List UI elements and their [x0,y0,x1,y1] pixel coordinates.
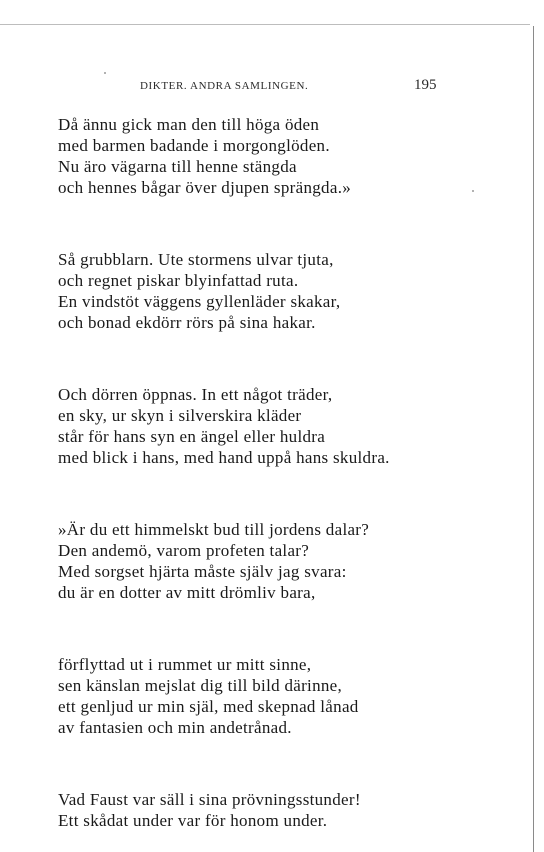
print-speck [104,72,106,74]
stanza [58,384,458,468]
print-speck [472,190,474,192]
stanza-gap [58,468,458,519]
poem-line: du är en dotter av mitt drömliv bara, [58,583,316,602]
stanza-gap [58,333,458,384]
stanza [58,519,458,603]
poem-line: Vad Faust var säll i sina prövningsstunder! [58,790,361,809]
stanza [58,654,458,738]
poem-line: och regnet piskar blyinfattad ruta. [58,271,299,290]
poem-line: Nu äro vägarna till henne stängda [58,157,297,176]
poem-line: Ett skådat under var för honom under. [58,811,328,830]
poem-line: Och dörren öppnas. In ett något träder, [58,385,333,404]
page-number: 195 [414,77,437,93]
stanza [58,789,458,831]
poem-line: Så grubblarn. Ute stormens ulvar tjuta, [58,250,334,269]
stanza-gap [58,198,458,249]
poem-line: »Är du ett himmelskt bud till jordens dalar? [58,520,370,539]
stanza-gap [58,603,458,654]
page-top-rule [0,24,530,25]
poem-line: förflyttad ut i rummet ur mitt sinne, [58,655,312,674]
poem-line: Den andemö, varom profeten talar? [58,541,310,560]
poem-line: ett genljud ur min själ, med skepnad lånad [58,697,359,716]
page-right-edge [533,26,534,852]
poem-line: av fantasien och min andetrånad. [58,718,292,737]
poem-line: en sky, ur skyn i silverskira kläder [58,406,302,425]
poem-line: med barmen badande i morgonglöden. [58,136,330,155]
poem-line: En vindstöt väggens gyllenläder skakar, [58,292,341,311]
stanza [58,114,458,198]
stanza-gap [58,738,458,789]
poem-line: och hennes bågar över djupen sprängda.» [58,178,352,197]
poem-body [58,114,458,831]
poem-line: Då ännu gick man den till höga öden [58,115,320,134]
poem-line: och bonad ekdörr rörs på sina hakar. [58,313,316,332]
poem-line: sen känslan mejslat dig till bild därinne, [58,676,343,695]
poem-line: Med sorgset hjärta måste själv jag svara: [58,562,347,581]
stanza [58,249,458,333]
running-header: DIKTER. ANDRA SAMLINGEN. [140,80,309,92]
poem-line: står för hans syn en ängel eller huldra [58,427,326,446]
poem-line: med blick i hans, med hand uppå hans skuldra. [58,448,390,467]
